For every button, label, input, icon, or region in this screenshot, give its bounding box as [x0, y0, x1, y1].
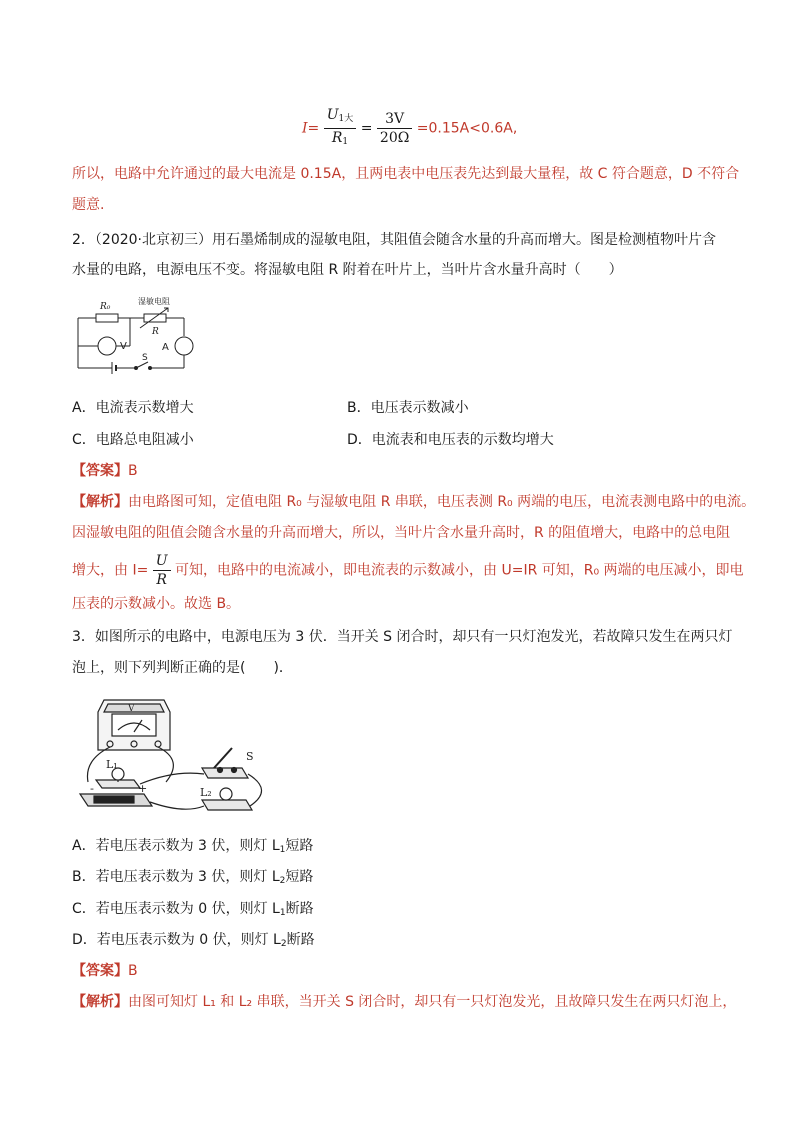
- q3-voltmeter-label: V: [128, 704, 135, 714]
- q3-switch-label: S: [246, 750, 254, 763]
- formula-tail: =0.15A<0.6A,: [416, 120, 518, 137]
- q2-option-c: C．电路总电阻减小: [72, 432, 194, 448]
- q2-analysis-line2: 因湿敏电阻的阻值会随含水量的升高而增大，所以，当叶片含水量升高时，R 的阻值增大，电路中的总电阻: [72, 525, 731, 541]
- q2-analysis-line4: 压表的示数减小。故选 B。: [72, 596, 241, 612]
- r0-resistor: [96, 314, 118, 322]
- r-label: R: [152, 327, 159, 337]
- q3-analysis-line1: 【解析】由图可知灯 L₁ 和 L₂ 串联，当开关 S 闭合时，却只有一只灯泡发光，且故障只发生在两只灯泡上，: [72, 994, 737, 1010]
- q2-option-a: A．电流表示数增大: [72, 400, 194, 416]
- switch-label: S: [142, 353, 148, 363]
- q2-analysis-line3: 增大，由 I= $\frac{U}{R}$ 可知，电路中的电流减小，即电流表的示数减小，由 U=IR 可知，R₀ 两端的电压减小，即电: [72, 553, 744, 588]
- q2-option-d: D．电流表和电压表的示数均增大: [347, 432, 554, 448]
- formula-fraction-2: $\frac{3V}{20\Omega}$: [377, 110, 412, 147]
- q2-answer: 【答案】B: [72, 463, 138, 479]
- analysis-fraction: $\frac{U}{R}$: [153, 552, 171, 589]
- q3-minus-label: -: [90, 782, 94, 795]
- q3-option-b: B．若电压表示数为 3 伏，则灯 $L_2$短路: [72, 869, 314, 886]
- q3-stem-line2: 泡上，则下列判断正确的是( )．: [72, 660, 293, 676]
- prev-conclusion-line2: 题意.: [72, 197, 105, 213]
- q3-plus-label: +: [138, 782, 148, 795]
- q3-answer: 【答案】B: [72, 963, 138, 979]
- formula-equals: =: [360, 120, 373, 137]
- formula-top: [302, 106, 517, 151]
- q2-circuit-diagram: [72, 292, 202, 384]
- prev-conclusion-line1: 所以，电路中允许通过的最大电流是 0.15A，且两电表中电压表先达到最大量程，故 C 符合题意，D 不符合: [72, 166, 740, 182]
- q3-option-c: C．若电压表示数为 0 伏，则灯 $L_1$断路: [72, 901, 314, 918]
- q2-stem-line1: 2．（2020·北京初三）用石墨烯制成的湿敏电阻，其阻值会随含水量的升高而增大。图是检测植物叶片含: [72, 232, 716, 248]
- humidity-resistor: [144, 314, 166, 322]
- q2-option-b: B．电压表示数减小: [347, 400, 469, 416]
- formula-fraction-1: $\frac{U_{1大}}{R_1}$: [324, 106, 357, 151]
- ammeter-label: A: [162, 342, 169, 353]
- formula-lhs: I=: [302, 120, 320, 137]
- q3-circuit-drawing: [74, 690, 274, 820]
- q3-stem-line1: 3．如图所示的电路中，电源电压为 3 伏．当开关 S 闭合时，却只有一只灯泡发光，若故障只发生在两只灯: [72, 629, 733, 645]
- q3-option-d: D．若电压表示数为 0 伏，则灯 $L_2$断路: [72, 932, 315, 949]
- q3-option-a: A．若电压表示数为 3 伏，则灯 $L_1$短路: [72, 838, 314, 855]
- q2-analysis-line1: 【解析】由电路图可知，定值电阻 R₀ 与湿敏电阻 R 串联，电压表测 R₀ 两端的电压，电流表测电路中的电流。: [72, 494, 756, 510]
- q3-l1-label: L₁: [106, 758, 118, 771]
- sensor-label: 湿敏电阻: [138, 297, 170, 306]
- voltmeter-label: V: [120, 341, 127, 352]
- q3-l2-label: L₂: [200, 786, 212, 799]
- q2-stem-line2: 水量的电路，电源电压不变。将湿敏电阻 R 附着在叶片上，当叶片含水量升高时（ ）: [72, 262, 623, 278]
- r0-label: R₀: [100, 302, 111, 312]
